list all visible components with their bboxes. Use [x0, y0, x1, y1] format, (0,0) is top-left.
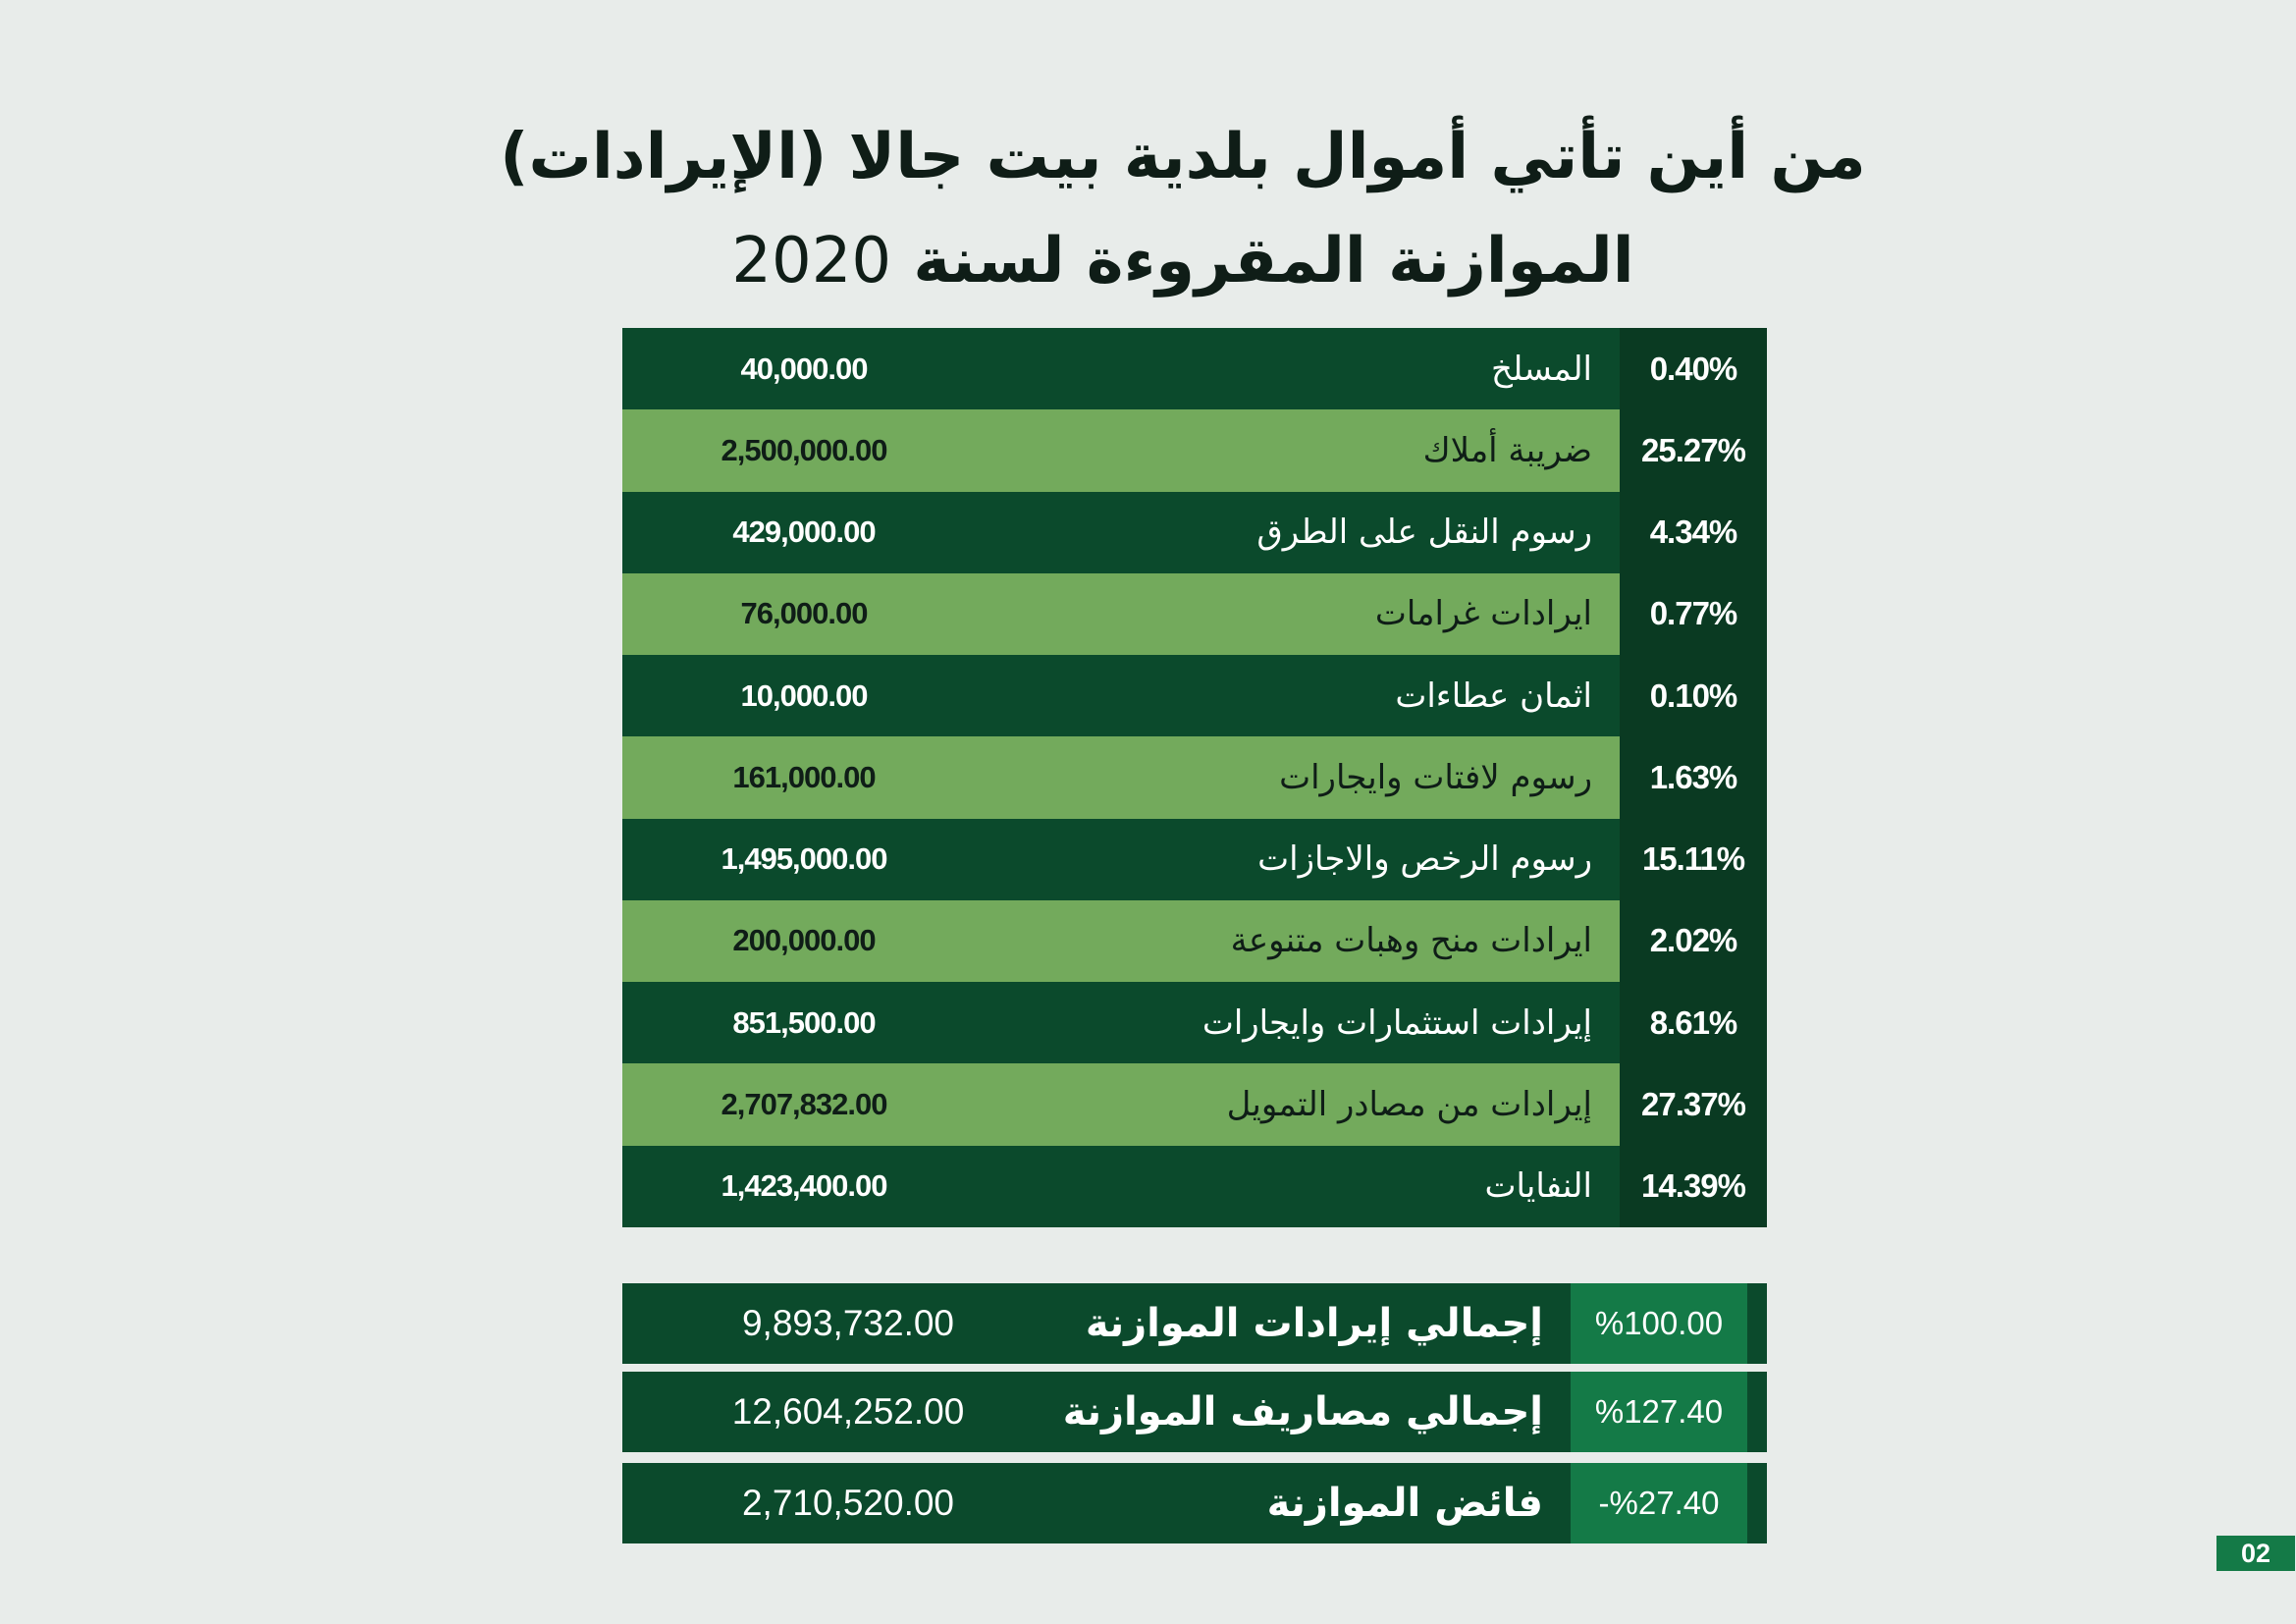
row-percent: 4.34% — [1649, 514, 1737, 551]
row-percent: 0.40% — [1649, 350, 1737, 387]
summary-amount: 2,710,520.00 — [741, 1483, 955, 1523]
table-row — [622, 492, 1767, 573]
row-label: رسوم النقل على الطرق — [1256, 513, 1592, 553]
row-percent: 15.11% — [1641, 840, 1745, 878]
table-row — [622, 1146, 1767, 1227]
table-row — [622, 982, 1767, 1063]
summary-total-revenue — [622, 1283, 1767, 1364]
summary-amount: 9,893,732.00 — [741, 1303, 955, 1343]
row-percent: 27.37% — [1641, 1086, 1745, 1123]
page-number: 02 — [2216, 1536, 2295, 1571]
subtitle-year: 2020 — [731, 225, 892, 298]
row-amount: 10,000.00 — [740, 677, 868, 713]
summary-percent: -%27.40 — [1571, 1463, 1747, 1543]
summary-percent: %127.40 — [1571, 1372, 1747, 1452]
row-label: النفايات — [1484, 1166, 1592, 1207]
page-subtitle — [0, 214, 2296, 308]
row-amount: 40,000.00 — [740, 351, 868, 386]
row-amount: 851,500.00 — [732, 1004, 876, 1040]
row-label: اثمان عطاءات — [1395, 676, 1592, 716]
table-row — [622, 819, 1767, 900]
table-row — [622, 409, 1767, 491]
row-amount: 2,707,832.00 — [721, 1087, 887, 1122]
row-amount: 161,000.00 — [732, 759, 876, 794]
row-amount: 200,000.00 — [732, 923, 876, 958]
row-amount: 1,495,000.00 — [721, 841, 887, 877]
row-label: المسلخ — [1491, 349, 1592, 389]
row-label: رسوم الرخص والاجازات — [1257, 839, 1592, 880]
row-amount: 2,500,000.00 — [721, 432, 887, 467]
row-label: ايرادات غرامات — [1374, 594, 1592, 634]
table-row — [622, 573, 1767, 655]
row-percent: 25.27% — [1641, 431, 1745, 468]
table-row — [622, 736, 1767, 818]
row-amount: 76,000.00 — [740, 596, 868, 631]
revenue-table — [622, 328, 1767, 1227]
summary-percent: %100.00 — [1571, 1283, 1747, 1364]
row-percent: 1.63% — [1649, 758, 1737, 795]
row-percent: 2.02% — [1649, 922, 1737, 959]
summary-label: إجمالي إيرادات الموازنة — [1085, 1301, 1543, 1346]
page-title: من أين تأتي أموال بلدية بيت جالا (الإيرادات) — [500, 121, 1866, 193]
row-percent: 0.10% — [1649, 677, 1737, 714]
row-label: ضريبة أملاك — [1422, 430, 1592, 470]
summary-label: فائض الموازنة — [1266, 1481, 1543, 1526]
row-amount: 429,000.00 — [732, 514, 876, 550]
row-label: ايرادات منح وهبات متنوعة — [1230, 921, 1592, 961]
summary-label: إجمالي مصاريف الموازنة — [1062, 1389, 1543, 1435]
table-row — [622, 900, 1767, 982]
summary-total-expenses — [622, 1372, 1767, 1452]
row-label: إيرادات من مصادر التمويل — [1226, 1085, 1592, 1125]
table-row — [622, 655, 1767, 736]
subtitle-text: الموازنة المقروءة لسنة — [913, 225, 1634, 298]
summary-budget-surplus — [622, 1463, 1767, 1543]
row-amount: 1,423,400.00 — [721, 1168, 887, 1204]
row-percent: 14.39% — [1641, 1167, 1745, 1205]
table-row — [622, 1063, 1767, 1145]
row-percent: 0.77% — [1649, 595, 1737, 632]
table-row — [622, 328, 1767, 409]
summary-amount: 12,604,252.00 — [731, 1391, 965, 1432]
row-percent: 8.61% — [1649, 1003, 1737, 1041]
row-label: رسوم لافتات وايجارات — [1279, 757, 1592, 797]
row-label: إيرادات استثمارات وايجارات — [1201, 1002, 1592, 1043]
